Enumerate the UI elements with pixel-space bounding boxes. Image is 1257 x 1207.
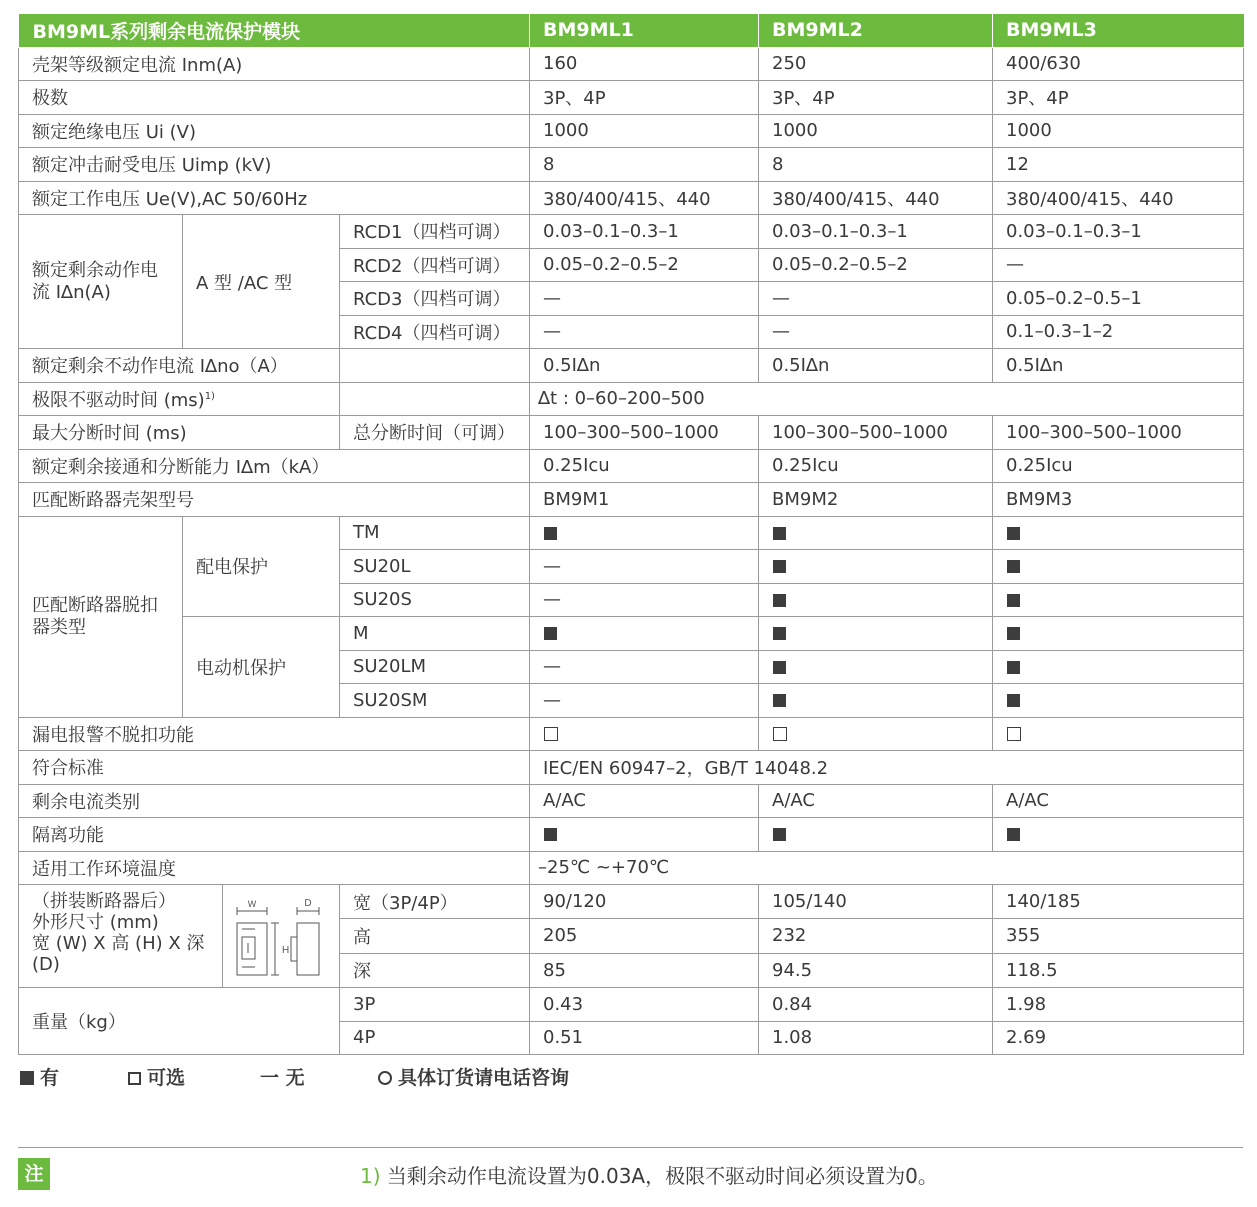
dimensions-label xyxy=(19,885,223,988)
filled-square-icon xyxy=(20,1071,34,1085)
value-cell: 0.5I∆n xyxy=(759,349,993,383)
diagram-h-label: H xyxy=(282,945,290,956)
value-cell: 1000 xyxy=(759,114,993,148)
value-cell: 1000 xyxy=(530,114,759,148)
mark-cell xyxy=(759,617,993,651)
merged-value-cell: IEC/EN 60947–2，GB/T 14048.2 xyxy=(530,751,1244,785)
sub-label: 4P xyxy=(340,1021,530,1055)
table-row xyxy=(19,885,1244,919)
mark-cell xyxy=(993,717,1244,751)
value-cell: 100–300–500–1000 xyxy=(759,416,993,450)
table-row xyxy=(19,751,1244,785)
mark-cell xyxy=(993,617,1244,651)
empty-cell xyxy=(340,382,530,416)
empty-square-icon xyxy=(128,1072,141,1085)
mark-cell: — xyxy=(530,650,759,684)
value-cell: 250 xyxy=(759,47,993,81)
value-cell: 105/140 xyxy=(759,885,993,919)
filled-square-icon xyxy=(544,527,557,540)
mark-cell: — xyxy=(530,550,759,584)
row-label: 壳架等级额定电流 Inm(A) xyxy=(19,47,530,81)
table-title: BM9ML系列剩余电流保护模块 xyxy=(19,14,530,47)
value-cell: 12 xyxy=(993,148,1244,182)
value-cell: 118.5 xyxy=(993,953,1244,987)
dimension-diagram-icon xyxy=(223,885,339,982)
value-cell: 90/120 xyxy=(530,885,759,919)
sub-label: RCD1（四档可调） xyxy=(340,215,530,249)
filled-square-icon xyxy=(773,828,786,841)
dim-label-line: 宽 (W) X 高 (H) X 深 xyxy=(32,933,205,954)
legend-none-label: 一 无 xyxy=(260,1067,305,1089)
group-label: 电动机保护 xyxy=(183,617,340,718)
residual-type-label: A 型 /AC 型 xyxy=(183,215,340,349)
sub-label: RCD3（四档可调） xyxy=(340,282,530,316)
merged-value-cell: ∆t : 0–60–200–500 xyxy=(530,382,1244,416)
value-cell: BM9M2 xyxy=(759,483,993,517)
row-label: 额定剩余动作电流 I∆n(A) xyxy=(19,215,183,349)
value-cell: 100–300–500–1000 xyxy=(993,416,1244,450)
mark-cell: — xyxy=(530,583,759,617)
row-label: 隔离功能 xyxy=(19,818,530,852)
empty-square-icon xyxy=(544,727,558,741)
value-cell: 160 xyxy=(530,47,759,81)
legend-optional xyxy=(128,1063,185,1090)
value-cell: 205 xyxy=(530,919,759,953)
table-row xyxy=(19,851,1244,885)
legend-none xyxy=(260,1063,305,1090)
value-cell: 380/400/415、440 xyxy=(759,181,993,215)
table-row xyxy=(19,382,1244,416)
table-row xyxy=(19,148,1244,182)
group-label: 配电保护 xyxy=(183,516,340,617)
filled-square-icon xyxy=(1007,594,1020,607)
row-label: 额定剩余不动作电流 I∆no（A） xyxy=(19,349,340,383)
note-body: 当剩余动作电流设置为0.03A，极限不驱动时间必须设置为0。 xyxy=(380,1164,938,1188)
value-cell: A/AC xyxy=(993,784,1244,818)
sub-label: SU20SM xyxy=(340,684,530,718)
mark-cell xyxy=(993,550,1244,584)
empty-square-icon xyxy=(1007,727,1021,741)
footnote-ref: 1) xyxy=(204,390,215,402)
empty-square-icon xyxy=(773,727,787,741)
value-cell: 1.98 xyxy=(993,988,1244,1022)
mark-cell xyxy=(759,684,993,718)
value-cell: 380/400/415、440 xyxy=(530,181,759,215)
row-label: 适用工作环境温度 xyxy=(19,851,530,885)
diagram-w-label: W xyxy=(247,899,257,909)
mark-cell xyxy=(530,818,759,852)
diagram-d-label: D xyxy=(304,898,312,909)
row-label: 匹配断路器壳架型号 xyxy=(19,483,530,517)
legend-consult xyxy=(378,1063,569,1090)
value-cell: 85 xyxy=(530,953,759,987)
table-row xyxy=(19,81,1244,115)
value-cell: 232 xyxy=(759,919,993,953)
value-cell: 2.69 xyxy=(993,1021,1244,1055)
row-label: 额定绝缘电压 Ui (V) xyxy=(19,114,530,148)
table-row xyxy=(19,114,1244,148)
value-cell: 100–300–500–1000 xyxy=(530,416,759,450)
filled-square-icon xyxy=(773,661,786,674)
mark-cell xyxy=(993,583,1244,617)
row-label xyxy=(19,382,340,416)
value-cell: 0.5I∆n xyxy=(993,349,1244,383)
table-row xyxy=(19,449,1244,483)
sub-label: 总分断时间（可调） xyxy=(340,416,530,450)
value-cell: A/AC xyxy=(530,784,759,818)
row-label: 最大分断时间 (ms) xyxy=(19,416,340,450)
table-row xyxy=(19,717,1244,751)
filled-square-icon xyxy=(1007,828,1020,841)
dim-label-line: 外形尺寸 (mm) xyxy=(32,912,159,933)
row-label: 额定冲击耐受电压 Uimp (kV) xyxy=(19,148,530,182)
legend-has-label: 有 xyxy=(40,1067,60,1089)
value-cell: 140/185 xyxy=(993,885,1244,919)
value-cell: 0.43 xyxy=(530,988,759,1022)
table-row xyxy=(19,349,1244,383)
model-header-1: BM9ML1 xyxy=(530,14,759,47)
sub-label: 高 xyxy=(340,919,530,953)
value-cell: 8 xyxy=(530,148,759,182)
value-cell: 94.5 xyxy=(759,953,993,987)
value-cell: 400/630 xyxy=(993,47,1244,81)
mark-cell xyxy=(993,516,1244,550)
row-label: 符合标准 xyxy=(19,751,530,785)
filled-square-icon xyxy=(544,627,557,640)
value-cell: — xyxy=(993,248,1244,282)
mark-cell xyxy=(759,516,993,550)
value-cell: BM9M1 xyxy=(530,483,759,517)
sub-label: 宽（3P/4P） xyxy=(340,885,530,919)
mark-cell: — xyxy=(530,684,759,718)
legend-consult-label: 具体订货请电话咨询 xyxy=(398,1067,570,1089)
value-cell: 3P、4P xyxy=(993,81,1244,115)
table-row xyxy=(19,784,1244,818)
value-cell: 1000 xyxy=(993,114,1244,148)
filled-square-icon xyxy=(1007,560,1020,573)
mark-cell xyxy=(993,818,1244,852)
header-row xyxy=(19,14,1244,47)
legend-has xyxy=(20,1063,59,1090)
mark-cell xyxy=(530,717,759,751)
value-cell: 0.03–0.1–0.3–1 xyxy=(993,215,1244,249)
filled-square-icon xyxy=(544,828,557,841)
sub-label: 3P xyxy=(340,988,530,1022)
filled-square-icon xyxy=(773,594,786,607)
sub-label: RCD2（四档可调） xyxy=(340,248,530,282)
sub-label: RCD4（四档可调） xyxy=(340,315,530,349)
filled-square-icon xyxy=(1007,661,1020,674)
divider xyxy=(18,1147,1243,1148)
filled-square-icon xyxy=(773,527,786,540)
sub-label: TM xyxy=(340,516,530,550)
filled-square-icon xyxy=(1007,527,1020,540)
value-cell: 0.05–0.2–0.5–1 xyxy=(993,282,1244,316)
sub-label: SU20L xyxy=(340,550,530,584)
table-row xyxy=(19,818,1244,852)
table-row xyxy=(19,516,1244,550)
mark-cell xyxy=(530,516,759,550)
value-cell: 0.84 xyxy=(759,988,993,1022)
row-label: 匹配断路器脱扣器类型 xyxy=(19,516,183,717)
mark-cell xyxy=(759,550,993,584)
value-cell: BM9M3 xyxy=(993,483,1244,517)
value-cell: 0.51 xyxy=(530,1021,759,1055)
value-cell: A/AC xyxy=(759,784,993,818)
value-cell: 0.03–0.1–0.3–1 xyxy=(530,215,759,249)
note-number: 1) xyxy=(360,1164,381,1188)
mark-cell xyxy=(530,617,759,651)
filled-square-icon xyxy=(1007,627,1020,640)
filled-square-icon xyxy=(773,560,786,573)
table-row xyxy=(19,47,1244,81)
dimension-diagram-cell xyxy=(223,885,340,988)
model-header-2: BM9ML2 xyxy=(759,14,993,47)
value-cell: 0.25Icu xyxy=(530,449,759,483)
value-cell: 3P、4P xyxy=(530,81,759,115)
mark-cell xyxy=(759,650,993,684)
table-row xyxy=(19,416,1244,450)
row-label: 漏电报警不脱扣功能 xyxy=(19,717,530,751)
sub-label: SU20S xyxy=(340,583,530,617)
value-cell: — xyxy=(530,315,759,349)
mark-cell xyxy=(759,818,993,852)
value-cell: — xyxy=(759,282,993,316)
filled-square-icon xyxy=(1007,694,1020,707)
row-label: 额定剩余接通和分断能力 I∆m（kA） xyxy=(19,449,530,483)
row-label: 极数 xyxy=(19,81,530,115)
value-cell: — xyxy=(759,315,993,349)
value-cell: 0.05–0.2–0.5–2 xyxy=(530,248,759,282)
value-cell: 0.05–0.2–0.5–2 xyxy=(759,248,993,282)
value-cell: 8 xyxy=(759,148,993,182)
note-badge: 注 xyxy=(18,1158,50,1190)
sub-label: SU20LM xyxy=(340,650,530,684)
sub-label: 深 xyxy=(340,953,530,987)
table-row xyxy=(19,215,1244,249)
table-row xyxy=(19,181,1244,215)
value-cell: 0.03–0.1–0.3–1 xyxy=(759,215,993,249)
value-cell: 3P、4P xyxy=(759,81,993,115)
dim-label-line: (D) xyxy=(32,954,60,975)
mark-cell xyxy=(759,583,993,617)
filled-square-icon xyxy=(773,627,786,640)
mark-cell xyxy=(993,650,1244,684)
table-row xyxy=(19,617,1244,651)
circle-icon xyxy=(378,1071,392,1085)
value-cell: 0.25Icu xyxy=(993,449,1244,483)
merged-value-cell: –25℃ ~+70℃ xyxy=(530,851,1244,885)
spec-table xyxy=(18,14,1244,1055)
value-cell: 0.5I∆n xyxy=(530,349,759,383)
row-label: 额定工作电压 Ue(V),AC 50/60Hz xyxy=(19,181,530,215)
mark-cell xyxy=(993,684,1244,718)
value-cell: 0.1–0.3–1–2 xyxy=(993,315,1244,349)
value-cell: 380/400/415、440 xyxy=(993,181,1244,215)
filled-square-icon xyxy=(773,694,786,707)
sub-label: M xyxy=(340,617,530,651)
value-cell: — xyxy=(530,282,759,316)
dim-label-line: （拼装断路器后） xyxy=(32,891,176,912)
table-row xyxy=(19,988,1244,1022)
model-header-3: BM9ML3 xyxy=(993,14,1244,47)
value-cell: 355 xyxy=(993,919,1244,953)
mark-cell xyxy=(759,717,993,751)
table-row xyxy=(19,483,1244,517)
value-cell: 0.25Icu xyxy=(759,449,993,483)
row-label: 重量（kg） xyxy=(19,988,340,1055)
legend-optional-label: 可选 xyxy=(147,1067,186,1089)
non-drive-label: 极限不驱动时间 (ms) xyxy=(32,389,205,411)
row-label: 剩余电流类别 xyxy=(19,784,530,818)
empty-cell xyxy=(340,349,530,383)
value-cell: 1.08 xyxy=(759,1021,993,1055)
note-text xyxy=(360,1160,938,1189)
